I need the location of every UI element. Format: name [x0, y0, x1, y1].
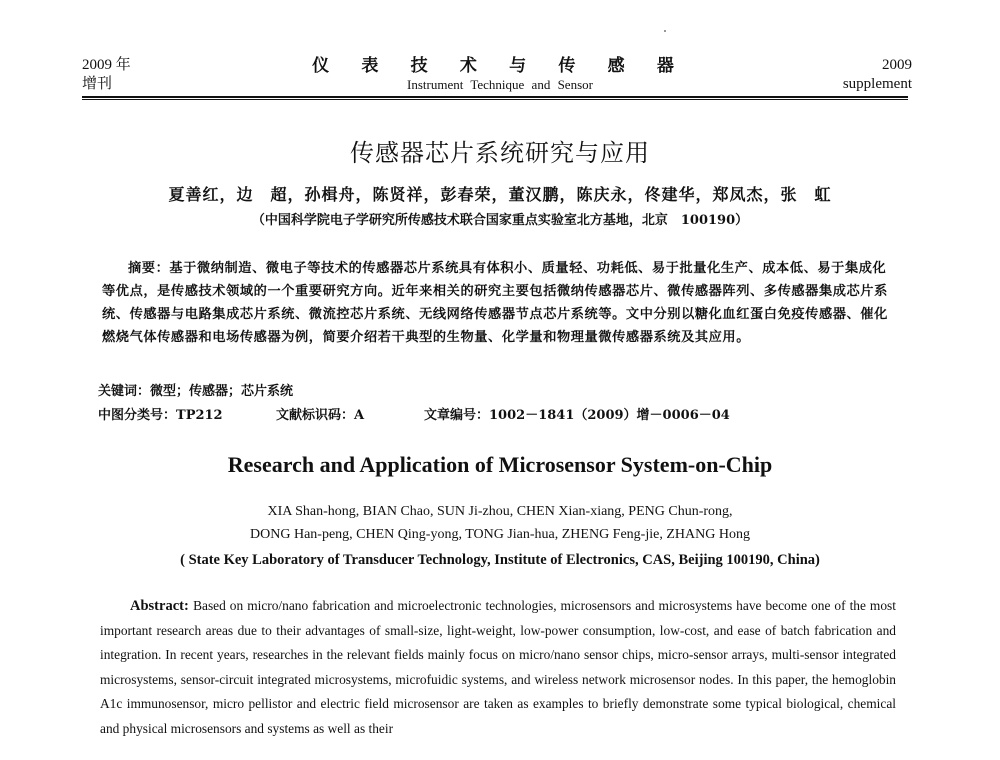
clc-value: TP212: [176, 408, 223, 423]
affiliation-en: ( State Key Laboratory of Transducer Technology, Institute of Electronics, CAS, Beijing 100190, China): [180, 552, 820, 568]
clc-label: 中图分类号：: [98, 408, 177, 423]
journal-title-en: Instrument Technique and Sensor: [407, 77, 593, 92]
authors-en: [0, 500, 1000, 546]
header-year-cn: 2009 年: [82, 57, 131, 73]
abstract-en-colon: :: [183, 598, 194, 614]
clc-field: [98, 404, 276, 427]
paper-title-cn: 传感器芯片系统研究与应用: [350, 139, 650, 167]
header-rule-thin: [82, 99, 908, 100]
abstract-en-label: Abstract: [130, 598, 184, 614]
journal-title-cn: 仪 表 技 术 与 传 感 器: [312, 56, 688, 75]
abstract-cn-label: 摘要：: [128, 261, 170, 276]
authors-en-line1: XIA Shan-hong, BIAN Chao, SUN Ji-zhou, CHEN Xian-xiang, PENG Chun-rong,: [267, 504, 733, 519]
classification-line: [98, 404, 730, 427]
doc-code-value: A: [354, 408, 365, 423]
doc-code-label: 文献标识码：: [276, 408, 355, 423]
keywords-cn-label: 关键词：: [98, 384, 151, 399]
affiliation-cn: （中国科学院电子学研究所传感技术联合国家重点实验室北方基地，北京 100190）: [251, 213, 749, 228]
abstract-cn-text: 基于微纳制造、微电子等技术的传感器芯片系统具有体积小、质量轻、功耗低、易于批量化生产、成本低、易于集成化等优点，是传感技术领域的一个重要研究方向。近年来相关的研究主要包括微纳传感器芯片、微传感器阵列、多传感器集成芯片系统、传感器与电路集成芯片系统、微流控芯片系统、无线网络传感器节点芯片系统等。文中分别以糖化血红蛋白免疫传感器、催化燃烧气体传感器和电场传感器为例，简要介绍若干典型的生物量、化学量和物理量微传感器系统及其应用。: [102, 261, 888, 345]
doc-code-field: [276, 404, 424, 427]
header-right: [843, 56, 912, 94]
authors-cn: 夏善红，边 超，孙楫舟，陈贤祥，彭春荣，董汉鹏，陈庆永，佟建华，郑凤杰，张 虹: [168, 185, 832, 204]
article-number-field: [424, 404, 730, 427]
keywords-cn: [98, 380, 293, 403]
keywords-cn-text: 微型；传感器；芯片系统: [150, 384, 294, 399]
authors-en-line2: DONG Han-peng, CHEN Qing-yong, TONG Jian-hua, ZHENG Feng-jie, ZHANG Hong: [250, 527, 750, 542]
scan-speck: [664, 30, 666, 32]
abstract-en-text: Based on micro/nano fabrication and microelectronic technologies, microsensors and microsystems have become one of the most important research areas due to their advantages of small-size, light-weight, low-power consumption, low-cost, and ease of batch fabrication and integration. In recent years, researches in the relevant fields mainly focus on micro/nano sensor chips, micro-sensor arrays, multi-sensor integrated microsystems, sensor-circuit integrated microsystems, microfuidic systems, and wireless network microsensor nodes. In this paper, the hemoglobin A1c immunosensor, micro pellistor and electric field microsensor are taken as examples to briefly demonstrate some typical biological, chemical and physical microsensors and systems as well as their: [100, 598, 896, 736]
header-issue-cn: 增刊: [82, 76, 113, 92]
header-year: 2009: [882, 57, 912, 73]
paper-title-en: Research and Application of Microsensor System-on-Chip: [227, 452, 773, 477]
header-rule-thick: [82, 96, 908, 98]
article-number-value: 1002－1841（2009）增－0006－04: [489, 408, 730, 423]
abstract-cn: [102, 257, 892, 349]
article-number-label: 文章编号：: [424, 408, 490, 423]
header-supplement: supplement: [842, 76, 912, 92]
abstract-en: [100, 594, 896, 742]
